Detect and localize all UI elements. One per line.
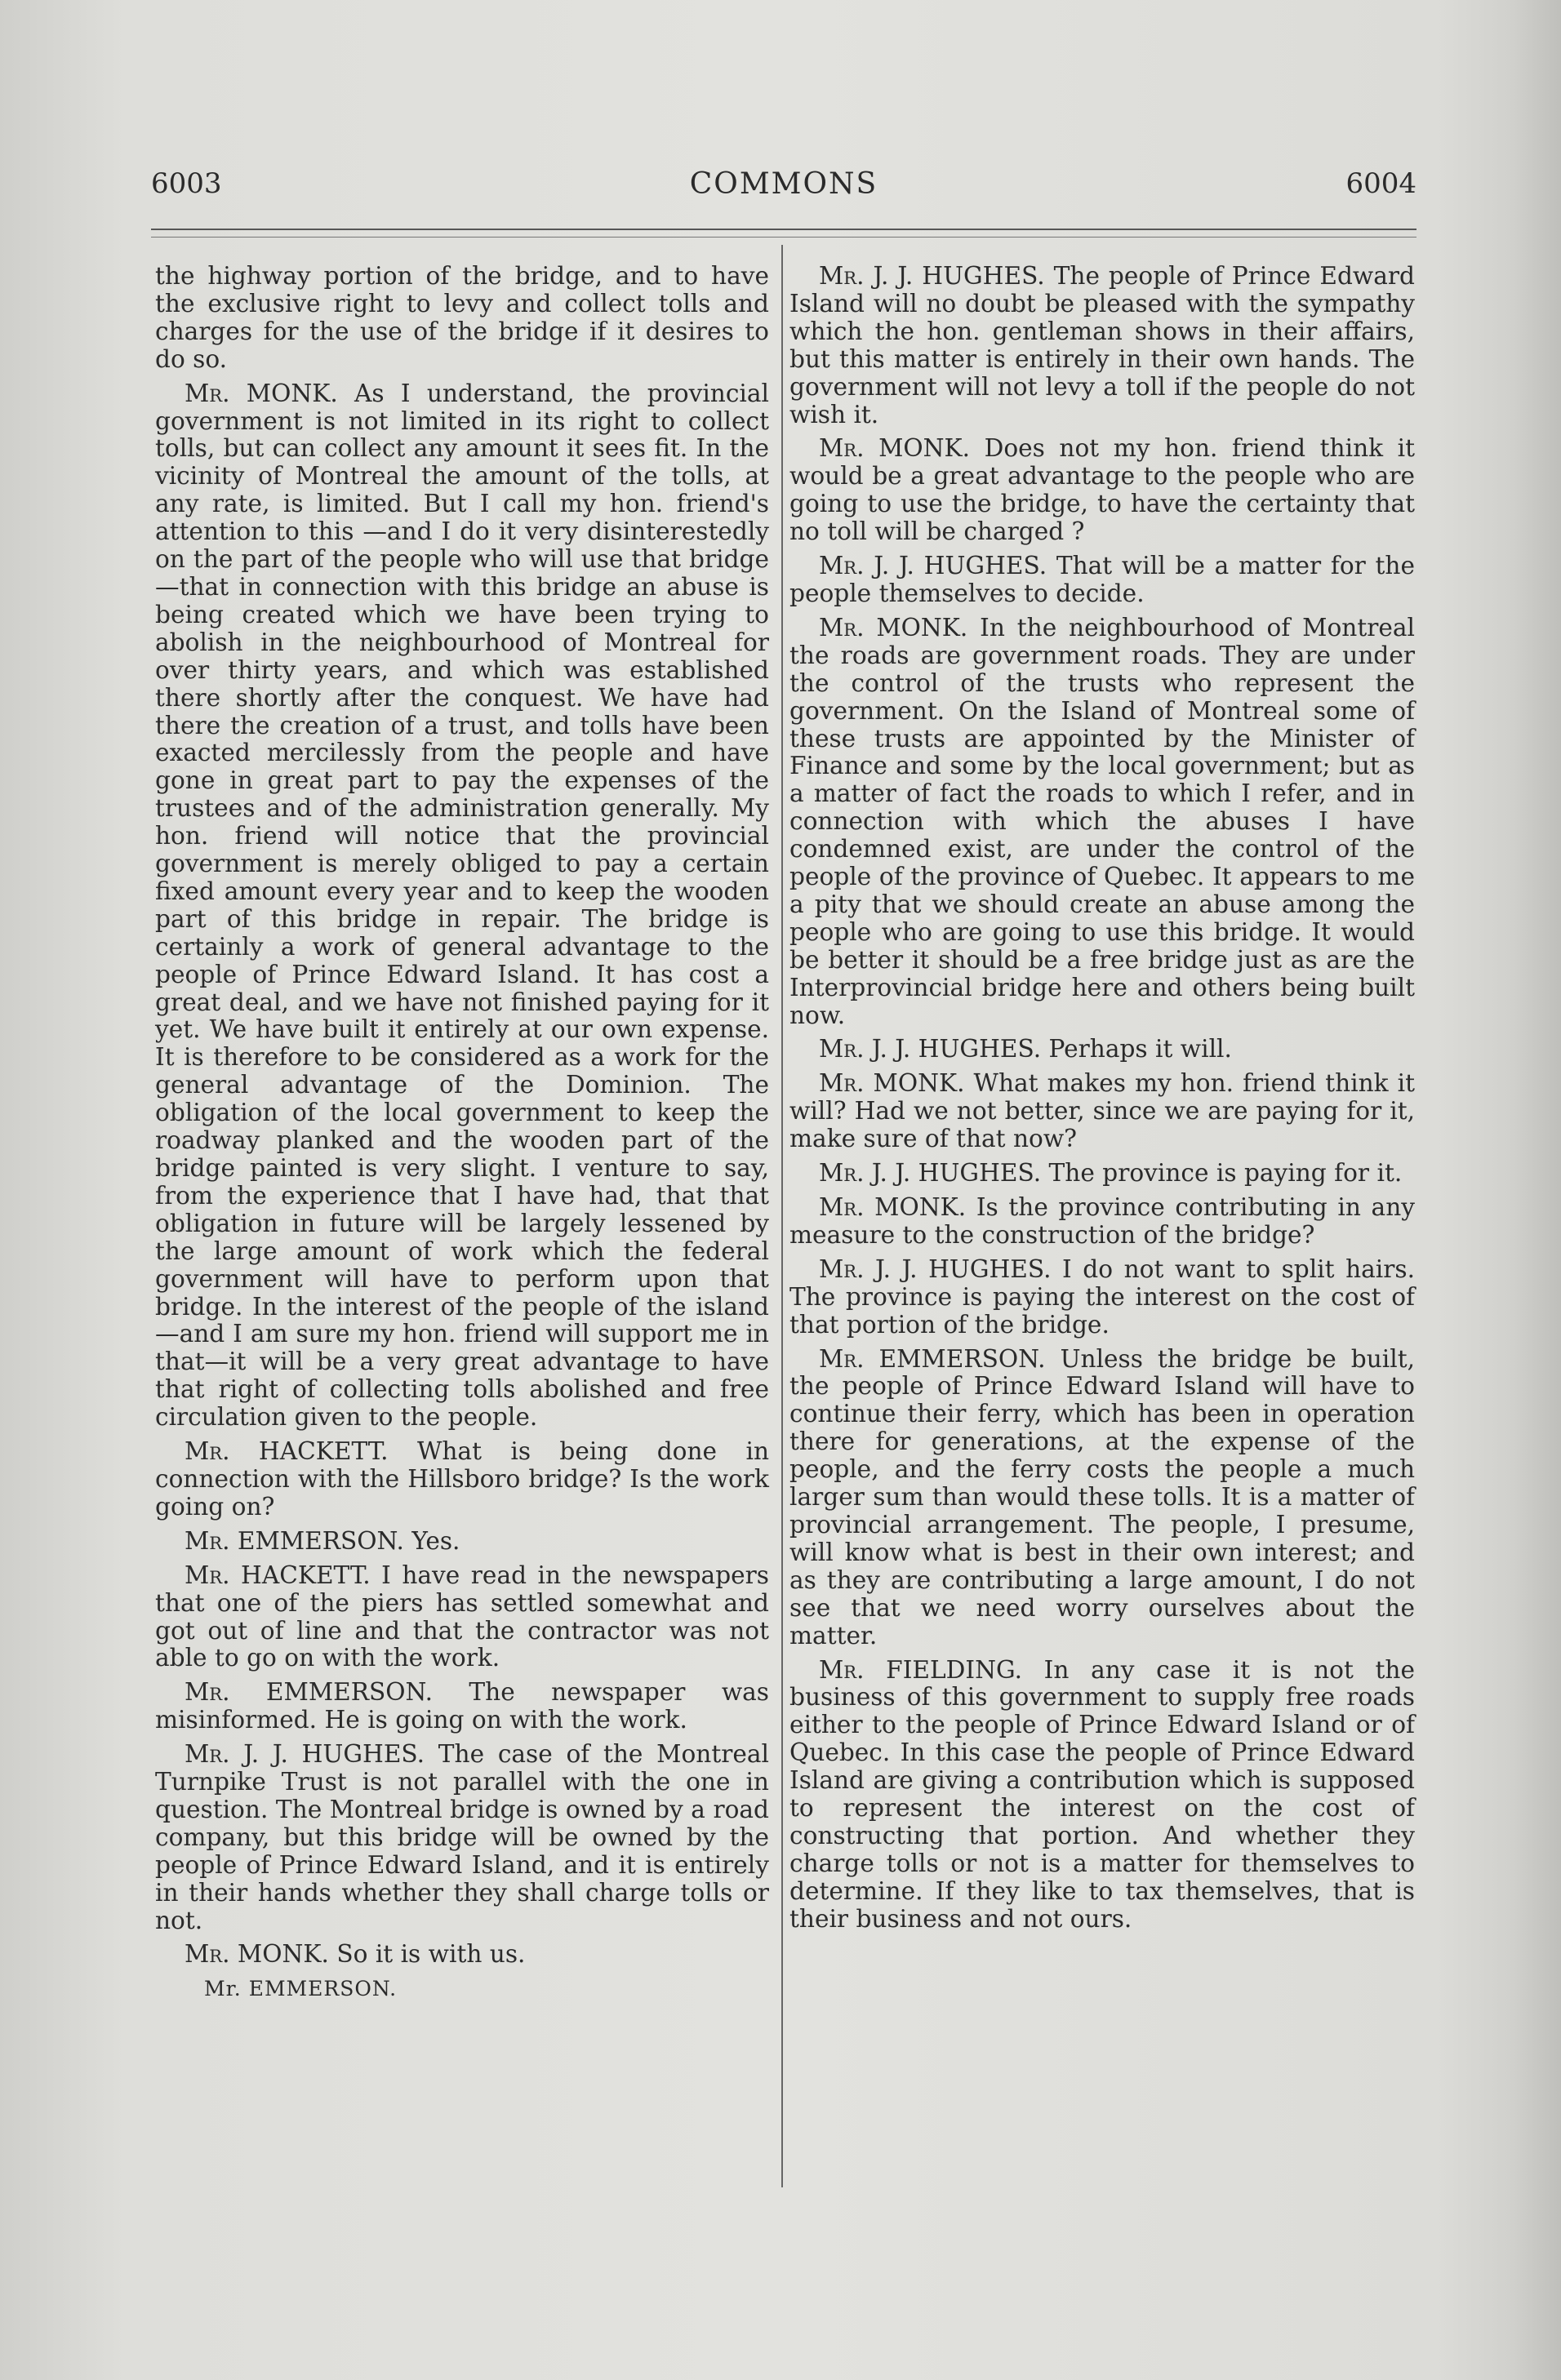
speaker-name: Mr. EMMERSON.	[819, 1344, 1046, 1373]
speech-text: What makes my hon. friend think it will? Had we not better, since we are paying for it, make sure of that now?	[789, 1069, 1415, 1153]
speaker-name: Mr. MONK.	[185, 1940, 329, 1969]
speech	[789, 1346, 1415, 1650]
footer-signature: Mr. EMMERSON.	[204, 1977, 398, 2001]
speaker-name: Mr. MONK.	[819, 1069, 965, 1098]
speaker-name: Mr. J. J. HUGHES.	[819, 552, 1047, 580]
speech	[789, 1194, 1415, 1250]
speaker-name: Mr. MONK.	[185, 379, 338, 407]
speech-text: In any case it is not the business of this government to supply free roads either to the people of Prince Edward Island or of Quebec. In this case the people of Prince Edward Island are giving a contribution which is supposed to represent the interest on the cost of constructing that portion. And whether they charge tolls or not is a matter for themselves to determine. If they like to tax themselves, that is their business and not ours.	[789, 1655, 1415, 1933]
speech-text: The people of Prince Edward Island will no doubt be pleased with the sympathy which the hon. gentleman shows in their affairs, but this matter is entirely in their own hands. The government will not levy a toll if the people do not wish it.	[789, 262, 1415, 428]
right-column	[789, 263, 1415, 1940]
speaker-name: Mr. HACKETT.	[185, 1437, 389, 1466]
speaker-name: Mr. J. J. HUGHES.	[819, 1254, 1052, 1283]
speech-text: What is being done in connection with the Hillsboro bridge? Is the work going on?	[155, 1437, 769, 1521]
paragraph-text: the highway portion of the bridge, and to have the exclusive right to levy and collect tolls and charges for the use of the bridge if it desires to do so.	[155, 262, 769, 373]
speech	[155, 1941, 769, 1969]
speech	[789, 263, 1415, 428]
speech-text: That will be a matter for the people themselves to decide.	[789, 552, 1415, 607]
speech	[155, 1741, 769, 1934]
speaker-name: Mr. J. J. HUGHES.	[819, 1159, 1042, 1188]
speech-text: In the neighbourhood of Montreal the roads are government roads. They are under the control of the trusts who represent the government. On the Island of Montreal some of these trusts are appointed by the Minister of Finance and some by the local government; but as a matter of fact the roads to which I refer, and in connection with which the abuses I have condemned exist, are under the control of the people of the province of Quebec. It appears to me a pity that we should create an abuse among the people who are going to use this bridge. It would be better it should be a free bridge just as are the Interprovincial bridge here and others being built now.	[789, 613, 1415, 1029]
speech	[789, 1070, 1415, 1153]
speech	[789, 1657, 1415, 1934]
speech	[155, 1438, 769, 1521]
speaker-name: Mr. EMMERSON.	[185, 1678, 433, 1707]
speech-text: The province is paying for it.	[1048, 1159, 1403, 1188]
speech-text: As I understand, the provincial government is not limited in its right to collect tolls, but can collect any amount it sees fit. In the vicinity of Montreal the amount of the tolls, at any rate, is limited. But I call my hon. friend's attention to this —and I do it very disinterestedly on the part of the people who will use that bridge —that in connection with this bridge an abuse is being created which we have been trying to abolish in the neighbourhood of Montreal for over thirty years, and which was established there shortly after the conquest. We have had there the creation of a trust, and tolls have been exacted mercilessly from the people and have gone in great part to pay the expenses of the trustees and of the administration generally. My hon. friend will notice that the provincial government is merely obliged to pay a certain fixed amount every year and to keep the wooden part of this bridge in repair. The bridge is certainly a work of general advantage to the people of Prince Edward Island. It has cost a great deal, and we have not finished paying for it yet. We have built it entirely at our own expense. It is therefore to be considered as a work for the general advantage of the Dominion. The obligation of the local government to keep the roadway planked and the wooden part of the bridge painted is very slight. I venture to say, from the experience that I have had, that that obligation in future will be largely lessened by the large amount of work which the federal government will have to perform upon that bridge. In the interest of the people of the island—and I am sure my hon. friend will support me in that—it will be a very great advantage to have that right of collecting tolls abolished and free circulation given to the people.	[155, 379, 769, 1432]
speech	[789, 615, 1415, 1030]
left-column	[155, 263, 769, 2003]
speech-text: I do not want to split hairs. The province is paying the interest on the cost of that portion of the bridge.	[789, 1254, 1415, 1339]
speech	[789, 553, 1415, 608]
speech-text: Does not my hon. friend think it would be a great advantage to the people who are going to use the bridge, to have the certainty that no toll will be charged ?	[789, 434, 1415, 546]
header-rule-thin	[151, 237, 1416, 238]
speech	[155, 380, 769, 1432]
page-header	[151, 167, 1416, 216]
speech	[789, 1256, 1415, 1339]
speaker-name: Mr. HACKETT.	[185, 1561, 371, 1589]
speech-text: So it is with us.	[336, 1940, 526, 1969]
torn-edge	[1512, 0, 1561, 2380]
speaker-name: Mr. J. J. HUGHES.	[185, 1740, 425, 1769]
header-rule	[151, 229, 1416, 230]
speech	[155, 1679, 769, 1734]
speech-text: The newspaper was misinformed. He is going on with the work.	[155, 1678, 769, 1734]
speaker-name: Mr. EMMERSON.	[185, 1526, 404, 1555]
column-divider	[781, 245, 783, 2187]
speaker-name: Mr. FIELDING.	[819, 1655, 1022, 1684]
speech-text: Yes.	[411, 1526, 460, 1555]
page-number-right: 6004	[1345, 167, 1416, 200]
speech	[789, 435, 1415, 546]
page-number-left: 6003	[151, 167, 222, 200]
speech-text: The case of the Montreal Turnpike Trust is not parallel with the one in question. The Montreal bridge is owned by a road company, but this bridge will be owned by the people of Prince Edward Island, and it is entirely in their hands whether they shall charge tolls or not.	[155, 1740, 769, 1934]
speech	[789, 1160, 1415, 1188]
speaker-name: Mr. MONK.	[819, 613, 968, 642]
speech	[155, 1562, 769, 1673]
speech-text: Is the province contributing in any measure to the construction of the bridge?	[789, 1193, 1415, 1249]
speaker-name: Mr. MONK.	[819, 434, 971, 463]
speech-text: Perhaps it will.	[1048, 1035, 1232, 1063]
page-title: COMMONS	[689, 167, 878, 201]
speaker-name: Mr. J. J. HUGHES.	[819, 262, 1045, 290]
paragraph	[155, 263, 769, 374]
speech-text: Unless the bridge be built, the people of Prince Edward Island will have to continue their ferry, which has been in operation there for generations, at the expense of the people, and the ferry costs the people a much larger sum than would these tolls. It is a matter of provincial arrangement. The people, I presume, will know what is best in their own interest; and as they are contributing a large amount, I do not see that we need worry ourselves about the matter.	[789, 1344, 1415, 1650]
speaker-name: Mr. J. J. HUGHES.	[819, 1035, 1042, 1063]
speech	[155, 1528, 769, 1556]
speech-text: I have read in the newspapers that one of the piers has settled somewhat and got out of line and that the contractor was not able to go on with the work.	[155, 1561, 769, 1672]
speaker-name: Mr. MONK.	[819, 1193, 967, 1221]
speech	[789, 1036, 1415, 1063]
